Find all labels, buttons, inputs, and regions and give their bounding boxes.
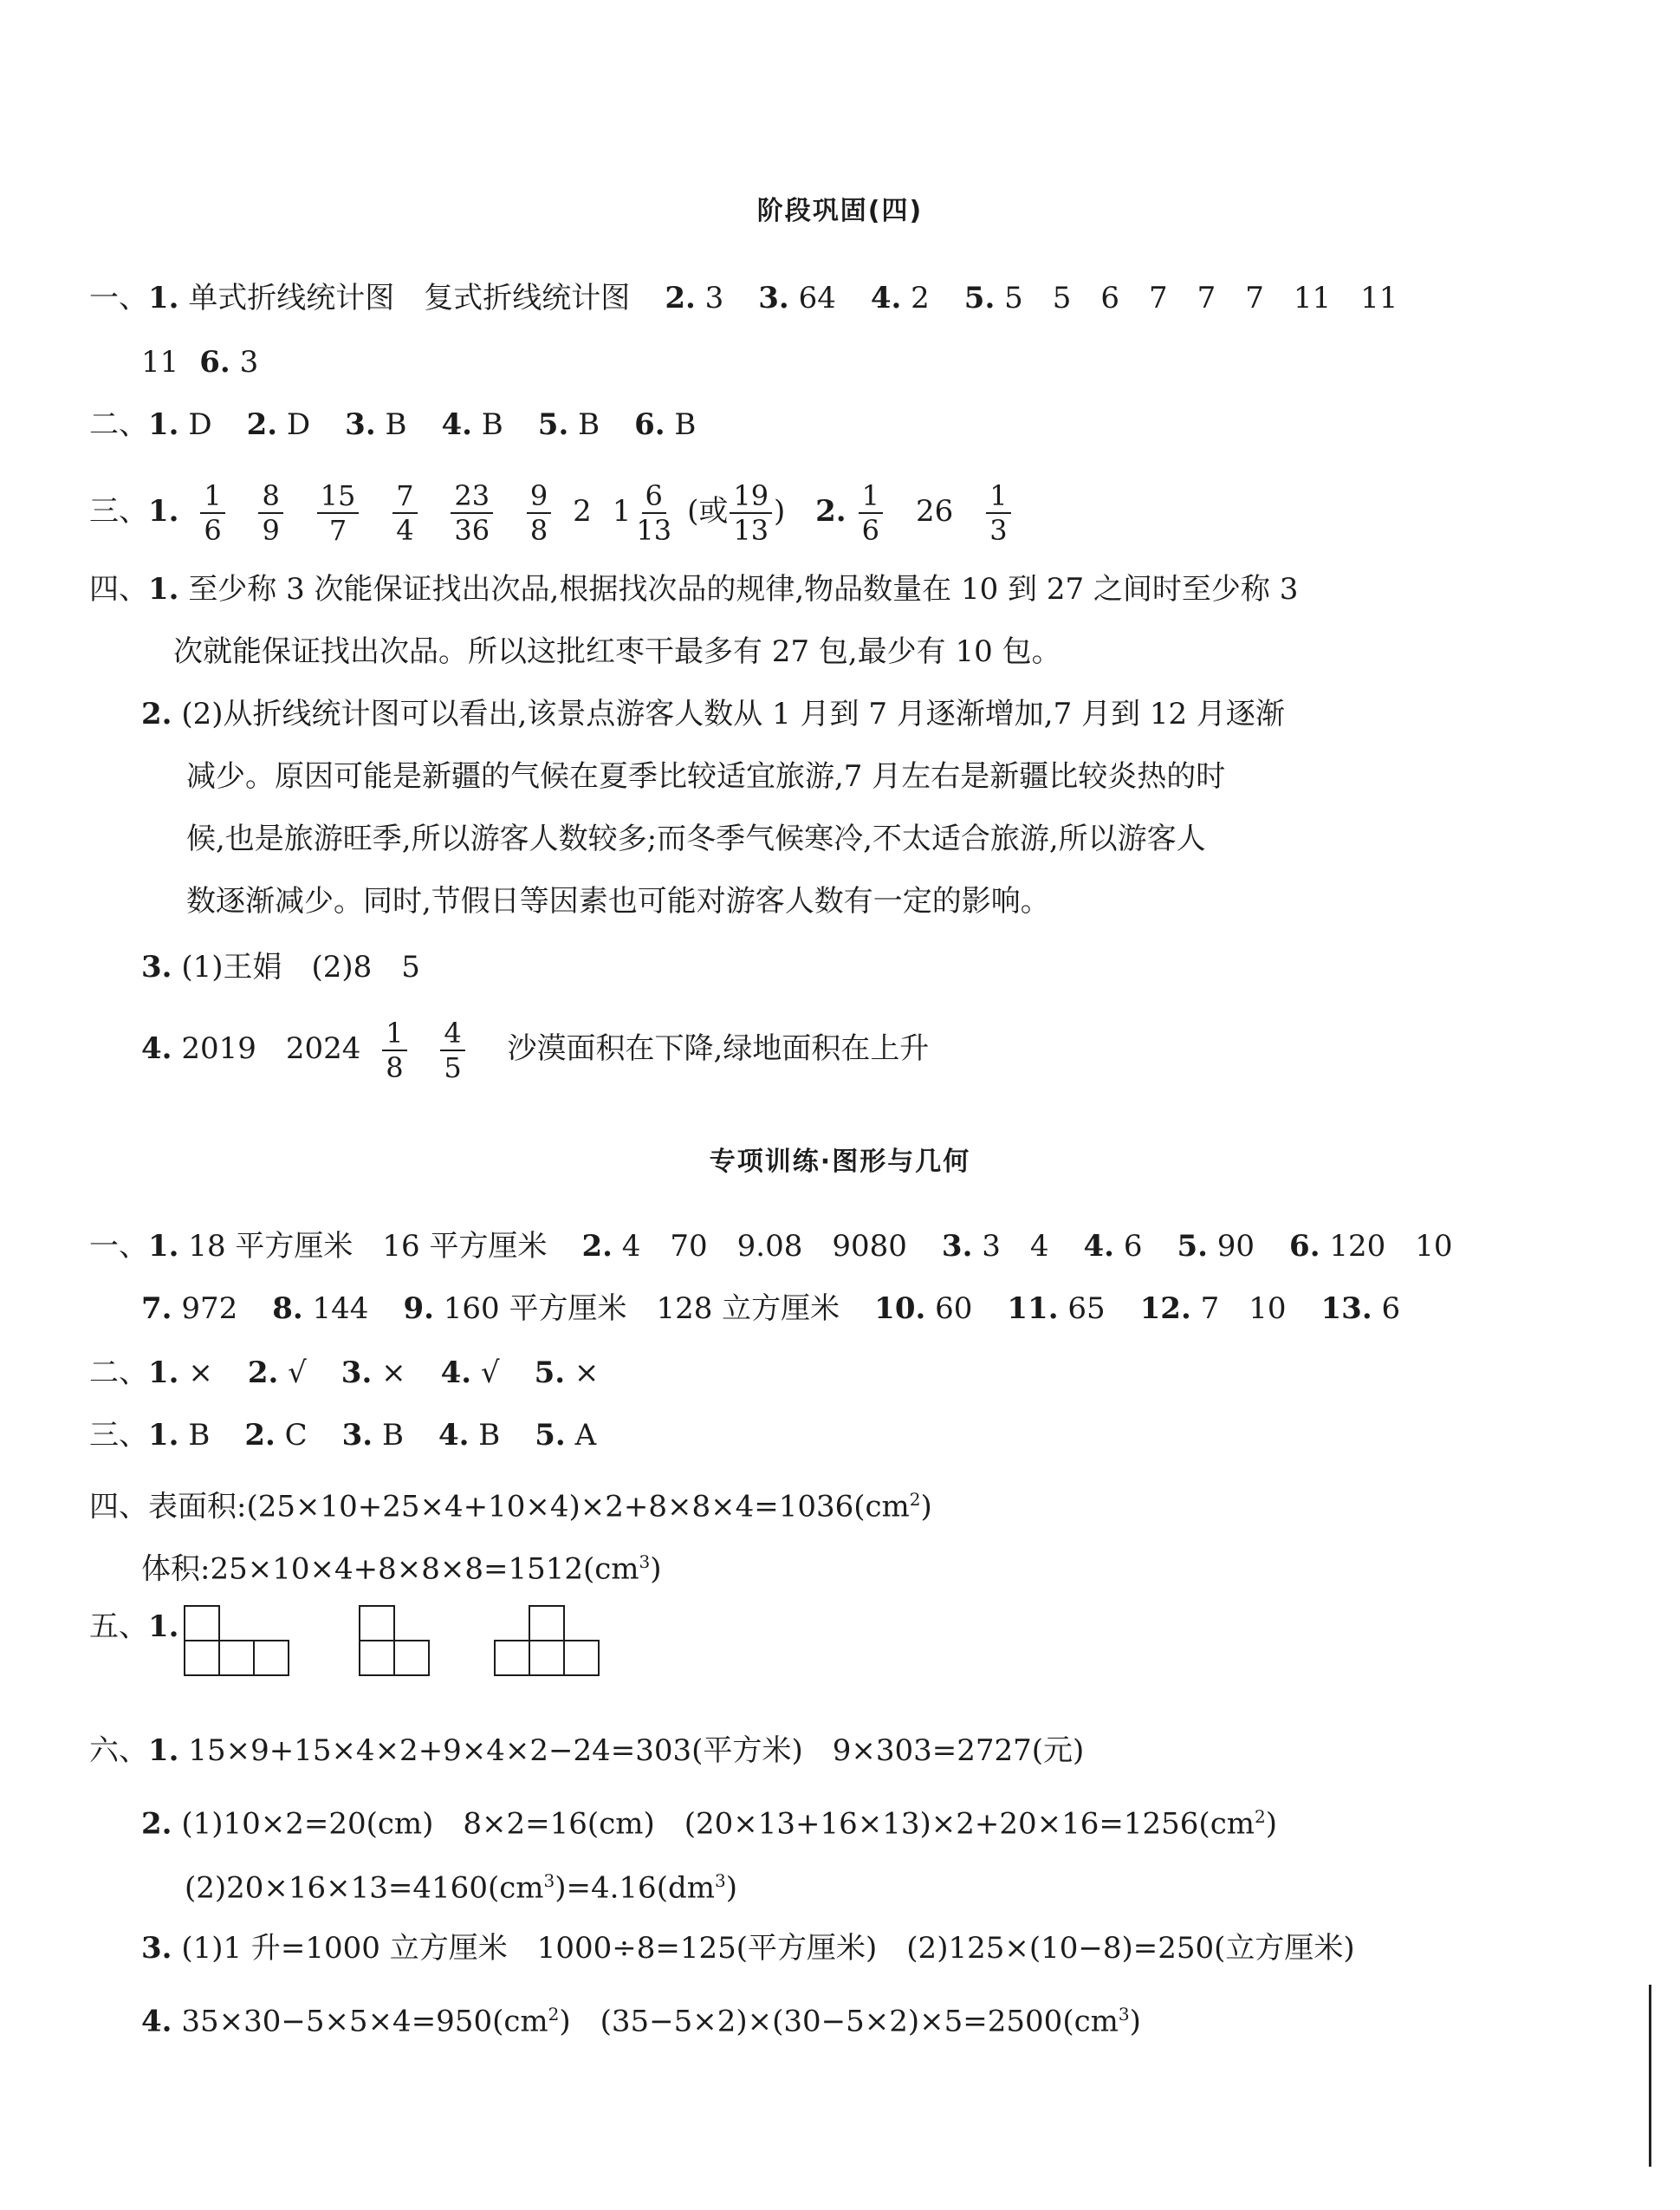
fraction: $\frac{8}{9}$ [258,479,282,547]
answer-line: 3. (1)1 升=1000 立方厘米 1000÷8=125(平方厘米) (2)125×(10−8)=250(立方厘米) [141,1931,1355,1966]
answer-line: 二、1. × 2. √ 3. × 4. √ 5. × [89,1355,600,1390]
answer-line: 体积$:25\times 10\times 4+8\times 8\times 8=1512(cm^3)$ [141,1551,662,1587]
answer-line: 四、表面积$:(25\times 10+25\times 4+10\times 4)\times 2+8\times 8\times 4=1036(cm^2)$ [89,1489,932,1524]
answer-line: 四、1. 至少称 3 次能保证找出次品,根据找次品的规律,物品数量在 10 到 27 之间时至少称 3 [89,572,1299,607]
answer-line: 3. (1)王娟 (2)8 5 [141,950,420,985]
fraction: $\frac{9}{8}$ [527,479,551,547]
answer-line: 二、1. D 2. D 3. B 4. B 5. B 6. B [89,407,697,442]
section-title-stage-review: 阶段巩固(四) [756,196,924,226]
fraction: $\frac{15}{7}$ [317,479,360,547]
answer-line: 五、1. [89,1609,179,1644]
answer-line: 三、1. B 2. C 3. B 4. B 5. A [89,1418,597,1453]
fraction: $\frac{23}{36}$ [451,479,493,547]
section-title-geometry: 专项训练·图形与几何 [709,1147,971,1177]
answer-line: 2. (2)从折线统计图可以看出,该景点游客人数从 1 月到 7 月逐渐增加,7 月到 12 月逐渐 [141,697,1285,731]
answer-line: 11 6. 3 [141,345,259,380]
fraction: $\frac{7}{4}$ [392,479,417,547]
answer-line: 次就能保证找出次品。所以这批红枣干最多有 27 包,最少有 10 包。 [173,634,1061,669]
answer-line: 减少。原因可能是新疆的气候在夏季比较适宜旅游,7 月左右是新疆比较炎热的时 [186,759,1226,794]
answer-line: 4. $35\times 30-5\times 5\times 4=950(cm^2)$ $(35-5\times 2)\times(30-5\times 2)\times 5=2500(cm^3)$ [141,2004,1141,2039]
fraction: $\frac{1}{6}$ [200,479,224,547]
answer-line: 一、1. 单式折线统计图 复式折线统计图 2. 3 3. 64 4. 2 5. 5 5 6 7 7 7 11 11 [89,281,1398,315]
answer-line: 六、1. 15×9+15×4×2+9×4×2−24=303(平方米) 9×303=2727(元) [89,1733,1085,1768]
answer-line-fractions: 4. 2019 2024 $\frac{1}{8}$ $\frac{4}{5}$ 沙漠面积在下降,绿地面积在上升 [141,1017,930,1084]
answer-line: 7. 972 8. 144 9. 160 平方厘米 128 立方厘米 10. 60 11. 65 12. 7 10 13. 6 [141,1291,1401,1326]
fraction: $\frac{1}{8}$ [382,1017,406,1084]
fraction: $\frac{19}{13}$ [730,479,772,547]
fraction: $\frac{1}{6}$ [859,479,883,547]
answer-line: 数逐渐减少。同时,节假日等因素也可能对游客人数有一定的影响。 [186,884,1050,919]
answer-line: 候,也是旅游旺季,所以游客人数较多;而冬季气候寒冷,不太适合旅游,所以游客人 [186,822,1206,856]
answer-line: 一、1. 18 平方厘米 16 平方厘米 2. 4 70 9.08 9080 3. 3 4 4. 6 5. 90 6. 120 10 [89,1229,1453,1264]
answer-line-fractions: 三、1. $\frac{1}{6}$ $\frac{8}{9}$ $\frac{15}{7}$ $\frac{7}{4}$ $\frac{23}{36}$ $\frac{9}{8}$ 2 1 $\frac{6}{13}$ (或 $\frac{19}{13}$ ) 2. $\frac{1}{6}$ 26 $\frac{1}{3}$ [89,477,1023,547]
answer-line: $(2)20\times 16\times 13=4160(cm^3)=4.16(dm^3)$ [185,1870,737,1906]
fraction: $\frac{4}{5}$ [440,1017,464,1084]
fraction: $\frac{1}{3}$ [986,479,1010,547]
fraction: $\frac{6}{13}$ [636,479,672,547]
answer-line: 2. (1)10×2=20(cm) 8×2=16(cm) $(20\times 13+16\times 13)\times 2+20\times 16=1256(cm^2)$ [141,1806,1277,1842]
scan-edge-mark [1649,1985,1651,2167]
